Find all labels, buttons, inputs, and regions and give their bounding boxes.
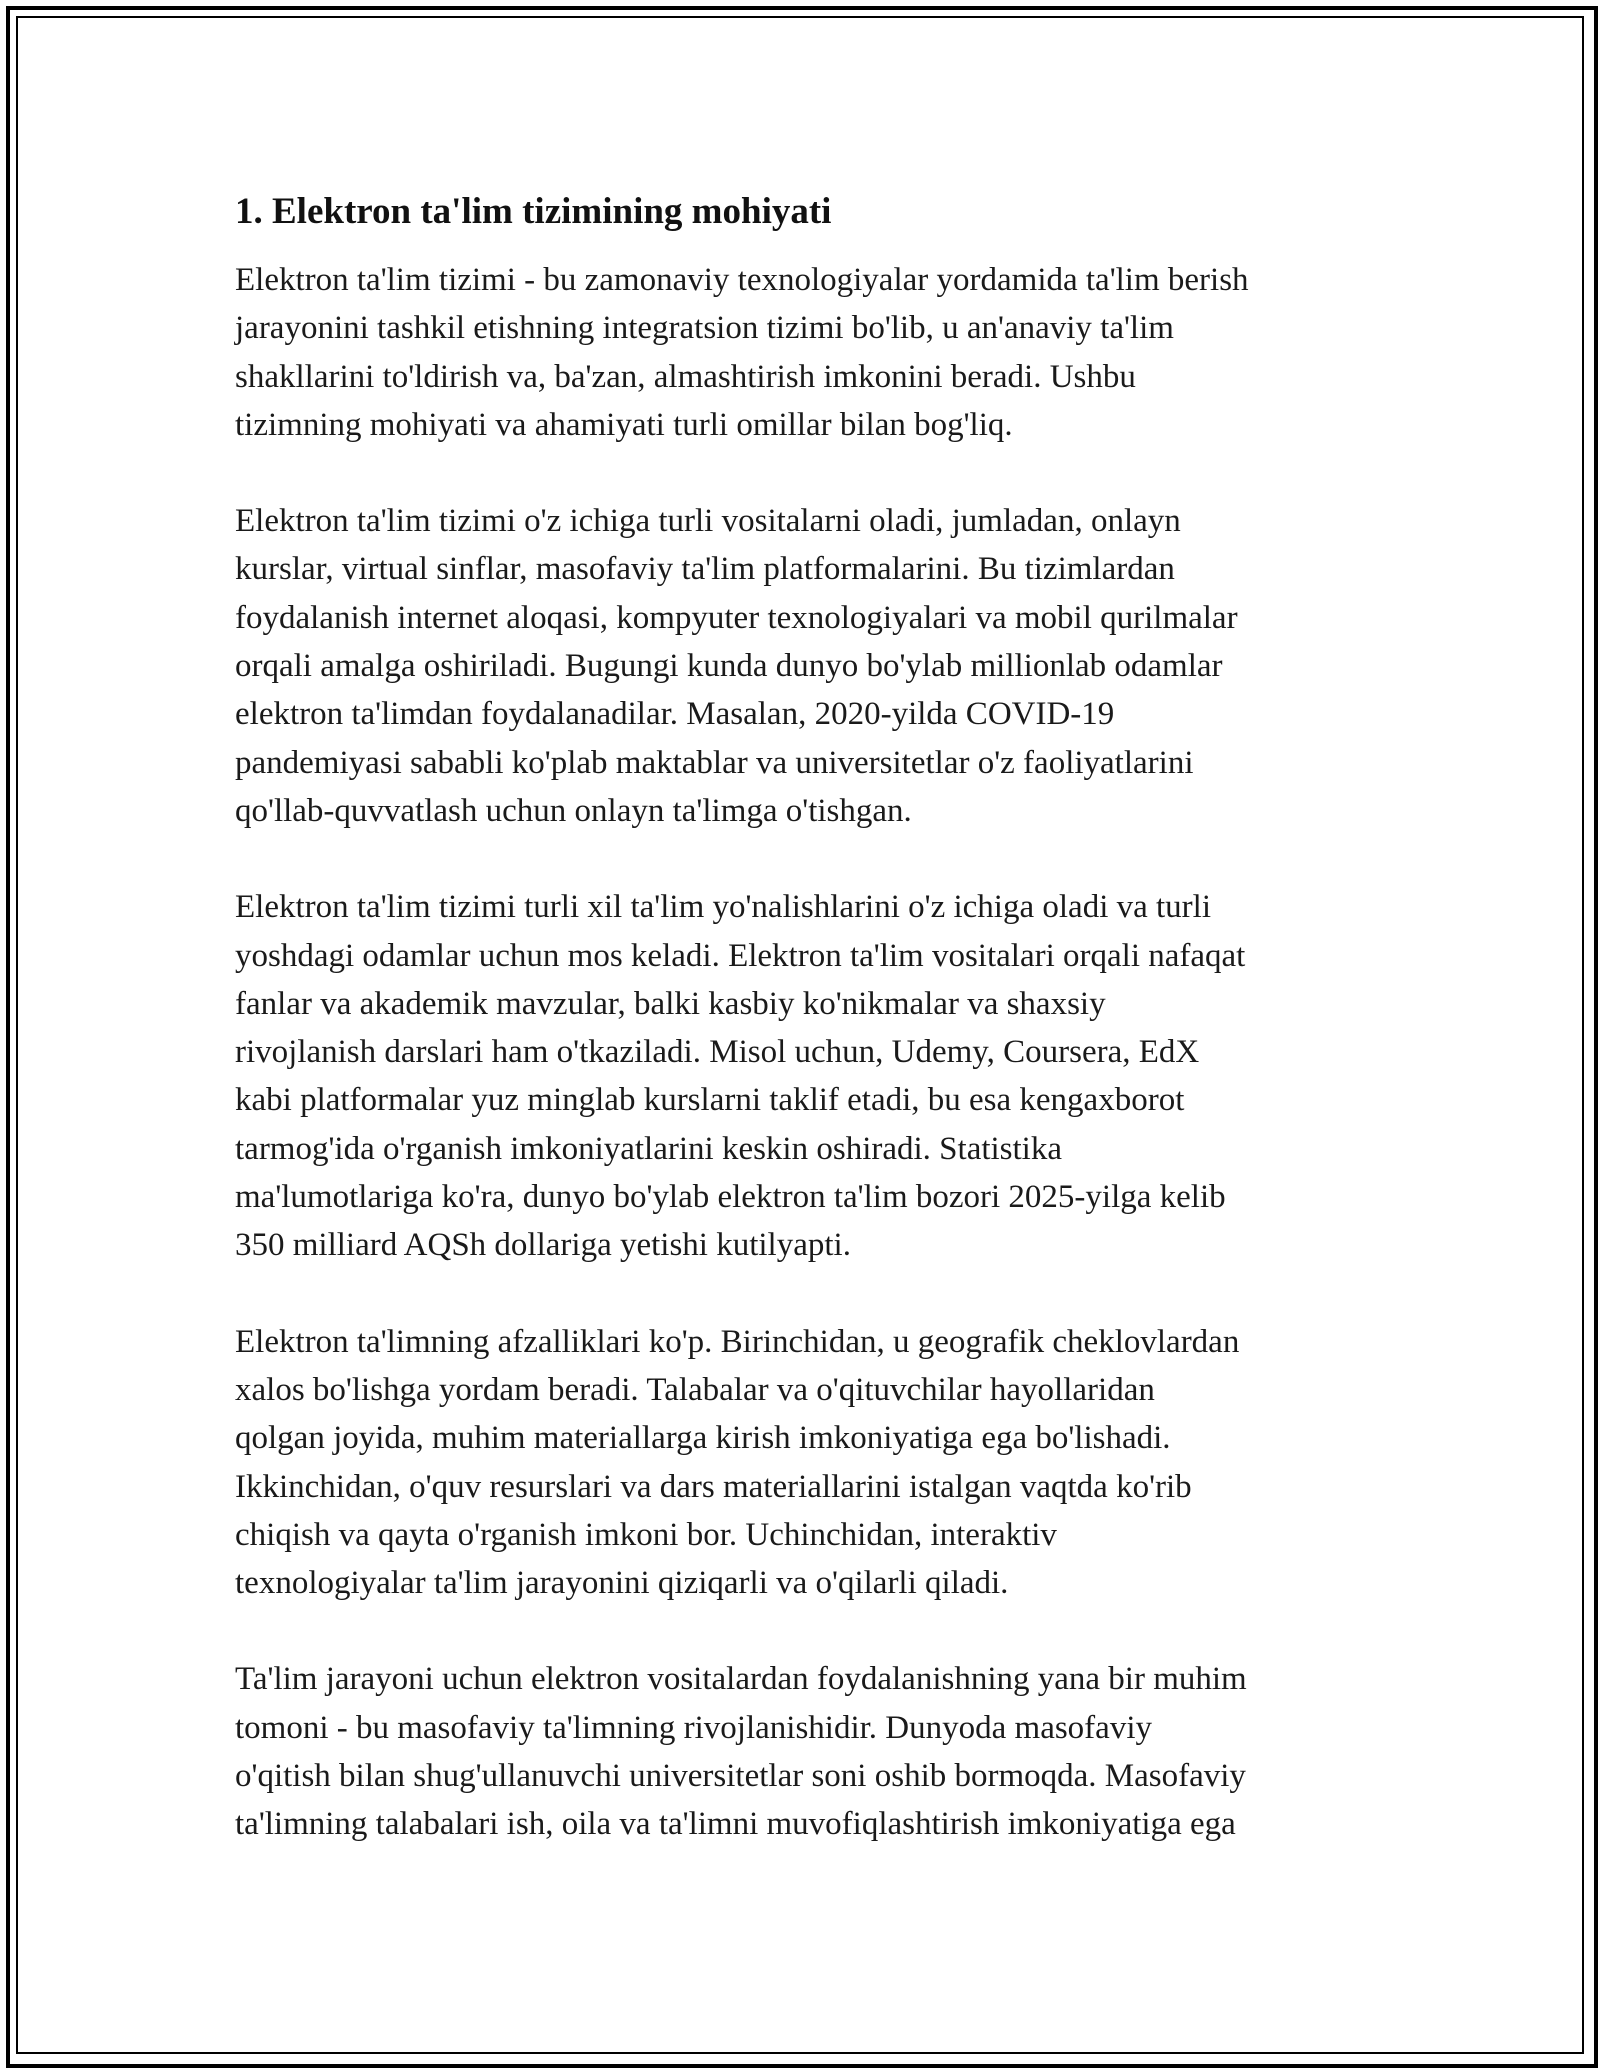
paragraph-4 <box>235 1318 1370 1608</box>
text-line: ta'limning talabalari ish, oila va ta'limni muvofiqlashtirish imkoniyatiga ega <box>235 1806 1236 1843</box>
text-line: Ikkinchidan, o'quv resurslari va dars materiallarini istalgan vaqtda ko'rib <box>235 1468 1192 1505</box>
text-line: Elektron ta'lim tizimi - bu zamonaviy texnologiyalar yordamida ta'lim berish <box>235 262 1249 298</box>
text-line: qo'llab-quvvatlash uchun onlayn ta'limga o'tishgan. <box>235 792 912 829</box>
text-line: Elektron ta'lim tizimi turli xil ta'lim yo'nalishlarini o'z ichiga oladi va turli <box>235 889 1211 926</box>
paragraph-1 <box>235 256 1370 449</box>
text-line: foydalanish internet aloqasi, kompyuter texnologiyalari va mobil qurilmalar <box>235 599 1238 636</box>
text-line: tizimning mohiyati va ahamiyati turli omillar bilan bog'liq. <box>235 406 1013 443</box>
text-line: o'qitish bilan shug'ullanuvchi universitetlar soni oshib bormoqda. Masofaviy <box>235 1758 1246 1795</box>
text-line: orqali amalga oshiriladi. Bugungi kunda dunyo bo'ylab millionlab odamlar <box>235 648 1223 685</box>
text-line: rivojlanish darslari ham o'tkaziladi. Misol uchun, Udemy, Coursera, EdX <box>235 1034 1200 1071</box>
text-line: yoshdagi odamlar uchun mos keladi. Elektron ta'lim vositalari orqali nafaqat <box>235 937 1246 974</box>
text-line: ma'lumotlariga ko'ra, dunyo bo'ylab elektron ta'lim bozori 2025-yilga kelib <box>235 1179 1226 1216</box>
text-line: Elektron ta'lim tizimi o'z ichiga turli vositalarni oladi, jumladan, onlayn <box>235 503 1181 540</box>
text-line: kabi platformalar yuz minglab kurslarni taklif etadi, bu esa kengaxborot <box>235 1082 1185 1119</box>
text-line: tarmog'ida o'rganish imkoniyatlarini keskin oshiradi. Statistika <box>235 1130 1062 1167</box>
paragraph-2 <box>235 497 1370 835</box>
text-line: texnologiyalar ta'lim jarayonini qiziqarli va o'qilarli qiladi. <box>235 1565 1009 1602</box>
section-heading: 1. Elektron ta'lim tizimining mohiyati <box>235 191 832 232</box>
text-line: elektron ta'limdan foydalanadilar. Masalan, 2020-yilda COVID-19 <box>235 696 1115 733</box>
document-body <box>235 188 1370 1897</box>
text-line: chiqish va qayta o'rganish imkoni bor. Uchinchidan, interaktiv <box>235 1516 1057 1553</box>
paragraph-3 <box>235 883 1370 1269</box>
text-line: fanlar va akademik mavzular, balki kasbiy ko'nikmalar va shaxsiy <box>235 985 1106 1022</box>
text-line: tomoni - bu masofaviy ta'limning rivojlanishidir. Dunyoda masofaviy <box>235 1709 1152 1746</box>
text-line: xalos bo'lishga yordam beradi. Talabalar va o'qituvchilar hayollaridan <box>235 1371 1155 1408</box>
text-line: Ta'lim jarayoni uchun elektron vositalardan foydalanishning yana bir muhim <box>235 1661 1247 1698</box>
paragraph-5 <box>235 1655 1370 1848</box>
text-line: 350 milliard AQSh dollariga yetishi kutilyapti. <box>235 1227 851 1264</box>
text-line: kurslar, virtual sinflar, masofaviy ta'lim platformalarini. Bu tizimlardan <box>235 551 1175 588</box>
text-line: qolgan joyida, muhim materiallarga kirish imkoniyatiga ega bo'lishadi. <box>235 1420 1171 1457</box>
text-line: shakllarini to'ldirish va, ba'zan, almashtirish imkonini beradi. Ushbu <box>235 358 1136 395</box>
text-line: Elektron ta'limning afzalliklari ko'p. Birinchidan, u geografik cheklovlardan <box>235 1323 1240 1360</box>
text-line: jarayonini tashkil etishning integratsion tizimi bo'lib, u an'anaviy ta'lim <box>235 310 1174 347</box>
text-line: pandemiyasi sababli ko'plab maktablar va universitetlar o'z faoliyatlarini <box>235 744 1194 781</box>
